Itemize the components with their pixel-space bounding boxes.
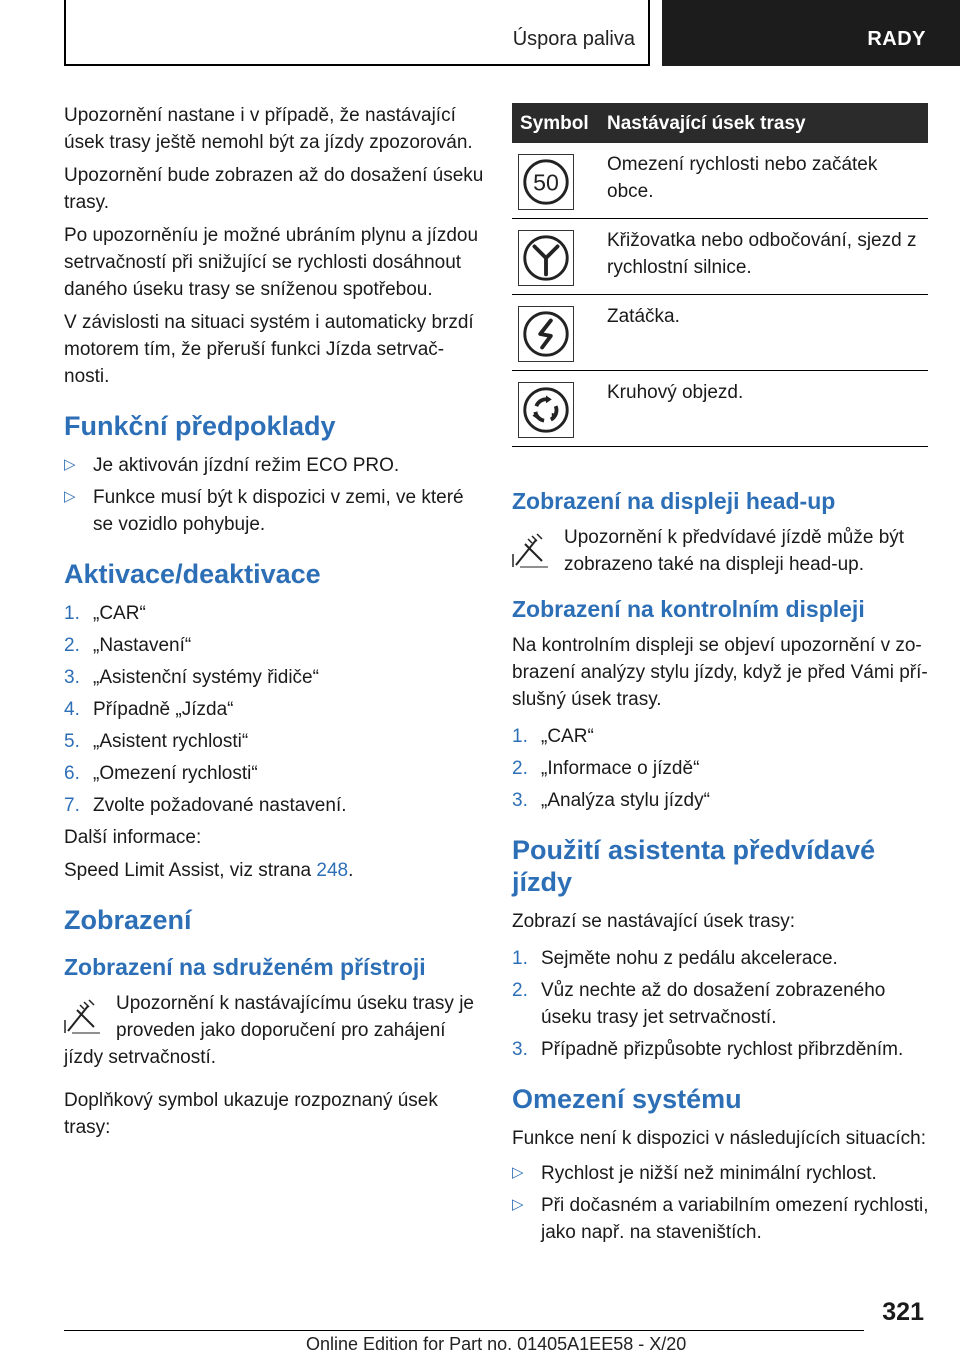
table-row	[512, 143, 928, 219]
left-column	[64, 102, 484, 1147]
right-column	[512, 470, 932, 1251]
hud-note: Upozornění k předvídavé jízdě může být zobrazeno také na displeji head-up.	[512, 524, 932, 578]
display-heading: Zobrazení	[64, 905, 192, 935]
table-header	[512, 103, 928, 143]
route-symbol-table	[512, 103, 928, 447]
header-rule	[64, 64, 650, 66]
triangle-bullet-icon: ▷	[64, 488, 76, 505]
use-assistant-heading: Použití asistenta předvídavé jízdy	[512, 835, 876, 897]
table-row	[512, 371, 928, 447]
activation-heading: Aktivace/deaktivace	[64, 559, 321, 589]
header-rule-right	[648, 0, 650, 66]
intro-paragraph: Upozornění nastane i v případě, že nastávající úsek trasy ještě nemohl být za jízdy zpozorován.	[64, 105, 473, 153]
intro-paragraph: Upozornění bude zobrazen až do dosažení úseku trasy.	[64, 165, 484, 213]
list-item: ▷ Je aktivován jízdní režim ECO PRO.	[64, 452, 484, 479]
table-row	[512, 295, 928, 371]
table-row	[512, 219, 928, 295]
list-item: ▷ Rychlost je nižší než minimální rychlost.	[512, 1160, 932, 1187]
intro-paragraph: V závislosti na situaci systém i automaticky brzdí motorem tím, že přeruší funkci Jízda setrvač‐nosti.	[64, 312, 474, 387]
system-limits-text: Funkce není k dispozici v následujících situacích:	[512, 1128, 926, 1149]
table-cell: Omezení rychlosti nebo začátek obce.	[607, 154, 878, 202]
more-info-label: Další informace:	[64, 827, 202, 848]
cluster-note: Upozornění k nastávajícímu úseku trasy je proveden jako doporučení pro zahájení jízdy setrvačností.	[64, 993, 475, 1068]
intro-paragraph: Po upozorněníu je možné ubráním plynu a jízdou setrvačností při snižující se rychlosti dosáhnout daného úseku trasy se sníženou spotřebou.	[64, 225, 479, 300]
control-display-text: Na kontrolním displeji se objeví upozornění v zo‐brazení analýzy stylu jízdy, když je před Vámi pří‐slušný úsek trasy.	[512, 635, 928, 710]
table-cell: Kruhový objezd.	[607, 382, 744, 403]
list-item: ▷ Funkce musí být k dispozici v zemi, ve které se vozidlo pohybuje.	[64, 484, 484, 538]
triangle-bullet-icon: ▷	[512, 1164, 524, 1181]
list-item: 1. „CAR“	[512, 726, 594, 747]
more-info-text: Speed Limit Assist, viz strana 248.	[64, 860, 354, 881]
list-item: ▷ Při dočasném a variabilním omezení rychlosti, jako např. na staveništích.	[512, 1192, 932, 1246]
hud-heading: Zobrazení na displeji head-up	[512, 488, 836, 514]
cluster-text: Doplňkový symbol ukazuje rozpoznaný úsek trasy:	[64, 1090, 438, 1138]
table-cell: Křižovatka nebo odbočování, sjezd z rychlostní silnice.	[607, 230, 917, 278]
system-limits-heading: Omezení systému	[512, 1084, 742, 1114]
chapter-tab[interactable]	[662, 0, 960, 66]
footer-rule	[64, 1330, 864, 1331]
speed-limit-50-icon	[518, 154, 574, 210]
prerequisites-list	[64, 452, 484, 538]
control-display-steps	[512, 723, 932, 814]
activation-steps	[64, 600, 484, 819]
list-item: 2. „Nastavení“	[64, 635, 192, 656]
use-assistant-steps	[512, 945, 932, 1063]
page-number: 321	[882, 1298, 924, 1326]
speed-limit-label: 50	[533, 169, 559, 196]
prerequisites-heading: Funkční předpoklady	[64, 411, 336, 441]
hint-icon	[64, 996, 102, 1034]
cluster-heading: Zobrazení na sdruženém přístroji	[64, 954, 426, 980]
junction-icon	[518, 230, 574, 286]
page-reference-link[interactable]: 248	[316, 860, 349, 881]
list-item: 6. „Omezení rychlosti“	[64, 763, 258, 784]
header-rule-left	[64, 0, 66, 66]
section-title: Úspora paliva	[512, 28, 635, 50]
table-header-route: Nastávající úsek trasy	[607, 113, 806, 134]
list-item: 2. Vůz nechte až do dosažení zobrazeného úseku trasy jet setrvačností.	[512, 980, 886, 1028]
list-item: 7. Zvolte požadované nastavení.	[64, 795, 347, 816]
curve-icon	[518, 306, 574, 362]
table-header-symbol: Symbol	[520, 113, 589, 134]
list-item: 1. „CAR“	[64, 603, 146, 624]
list-item: 3. „Analýza stylu jízdy“	[512, 790, 710, 811]
triangle-bullet-icon: ▷	[512, 1196, 524, 1213]
table-cell: Zatáčka.	[607, 306, 680, 327]
control-display-heading: Zobrazení na kontrolním displeji	[512, 596, 865, 622]
chapter-tab-label: RADY	[867, 28, 926, 50]
hint-icon	[512, 530, 550, 568]
roundabout-icon	[518, 382, 574, 438]
system-limits-list	[512, 1160, 932, 1246]
list-item: 1. Sejměte nohu z pedálu akcelerace.	[512, 948, 838, 969]
triangle-bullet-icon: ▷	[64, 456, 76, 473]
list-item: 3. „Asistenční systémy řidiče“	[64, 667, 319, 688]
edition-text: Online Edition for Part no. 01405A1EE58 - X/20	[306, 1334, 687, 1354]
list-item: 5. „Asistent rychlosti“	[64, 731, 249, 752]
list-item: 2. „Informace o jízdě“	[512, 758, 700, 779]
list-item: 4. Případně „Jízda“	[64, 699, 234, 720]
use-assistant-text: Zobrazí se nastávající úsek trasy:	[512, 911, 796, 932]
list-item: 3. Případně přizpůsobte rychlost přibrzděním.	[512, 1039, 904, 1060]
